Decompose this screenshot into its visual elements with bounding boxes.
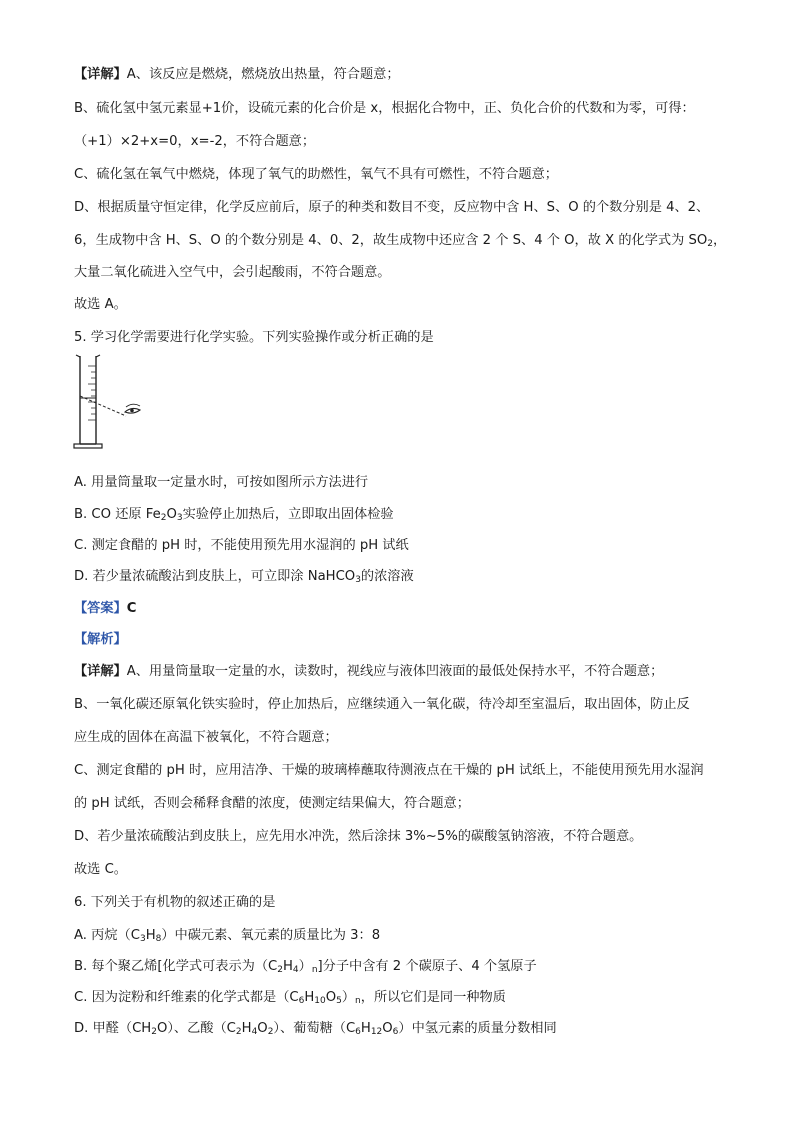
q6-option-c: C. 因为淀粉和纤维素的化学式都是$(C_6H_{10}O_5)_n$，所以它们是同一种物质 bbox=[74, 990, 506, 1006]
q5-detail-line-4: C、测定食醋的 pH 时，应用洁净、干燥的玻璃棒蘸取待测液点在干燥的 pH 试纸上，不能使用预先用水湿润 bbox=[74, 763, 704, 778]
q5-analysis-tag: 【解析】 bbox=[74, 632, 127, 647]
q5-answer bbox=[74, 600, 136, 618]
q4-detail-line-5: D、根据质量守恒定律，化学反应前后，原子的种类和数目不变，反应物中含 H、S、O 的个数分别是 4、2、 bbox=[74, 200, 710, 215]
q5-detail-line-5: 的 pH 试纸，否则会稀释食醋的浓度，使测定结果偏大，符合题意； bbox=[74, 796, 470, 811]
q5-stem: 5. 学习化学需要进行化学实验。下列实验操作或分析正确的是 bbox=[74, 330, 434, 345]
q5-detail-line-1: 【详解】A、用量筒量取一定量的水，读数时，视线应与液体凹液面的最低处保持水平，不符合题意； bbox=[74, 664, 664, 679]
answer-value: C bbox=[126, 601, 137, 616]
q6-option-d: D. 甲醛$(CH_2O)$、乙酸$(C_2H_4O_2)$、葡萄糖$(C_6H_{12}O_6)$中氢元素的质量分数相同 bbox=[74, 1021, 557, 1037]
q6-option-b: B. 每个聚乙烯[化学式可表示为$(C_2H_4)_n$]分子中含有 2 个碳原子、4 个氢原子 bbox=[74, 959, 537, 975]
q5-option-b: B. CO 还原 $Fe_2O_3$实验停止加热后，立即取出固体检验 bbox=[74, 507, 394, 523]
q6-option-a: A. 丙烷$(C_3H_8)$中碳元素、氧元素的质量比为 3：8 bbox=[74, 928, 381, 944]
q4-choose: 故选 A。 bbox=[74, 297, 127, 312]
detail-tag: 【详解】 bbox=[74, 664, 127, 679]
q4-detail-line-6: 6，生成物中含 H、S、O 的个数分别是 4、0、2，故生成物中还应含 2 个 S、4 个 O，故 X 的化学式为 $SO_2$， bbox=[74, 233, 727, 249]
q5-choose: 故选 C。 bbox=[74, 862, 127, 877]
q5-detail-line-2: B、一氧化碳还原氧化铁实验时，停止加热后，应继续通入一氧化碳，待冷却至室温后，取出固体，防止反 bbox=[74, 697, 690, 712]
answer-tag: 【答案】 bbox=[74, 601, 127, 616]
q5-option-d: D. 若少量浓硫酸沾到皮肤上，可立即涂 NaHCO$_3$的浓溶液 bbox=[74, 569, 414, 585]
detail-tag: 【详解】 bbox=[74, 67, 127, 82]
q4-detail-line-3: （+1）×2+x=0，x=-2，不符合题意； bbox=[74, 134, 316, 149]
q5-option-c: C. 测定食醋的 pH 时，不能使用预先用水湿润的 pH 试纸 bbox=[74, 538, 409, 553]
graduated-cylinder-icon bbox=[70, 352, 170, 452]
q4-detail-line-7: 大量二氧化硫进入空气中，会引起酸雨，不符合题意。 bbox=[74, 265, 391, 280]
cylinder-figure bbox=[70, 352, 170, 452]
q6-stem: 6. 下列关于有机物的叙述正确的是 bbox=[74, 895, 276, 910]
q5-detail-line-6: D、若少量浓硫酸沾到皮肤上，应先用水冲洗，然后涂抹 3%~5%的碳酸氢钠溶液，不符合题意。 bbox=[74, 829, 643, 844]
q5-option-a: A. 用量筒量取一定量水时，可按如图所示方法进行 bbox=[74, 475, 369, 490]
q4-detail-line-1: 【详解】A、该反应是燃烧，燃烧放出热量，符合题意； bbox=[74, 67, 400, 82]
q4-detail-line-4: C、硫化氢在氧气中燃烧，体现了氧气的助燃性，氧气不具有可燃性，不符合题意； bbox=[74, 167, 558, 182]
q4-detail-line-2: B、硫化氢中氢元素显+1价，设硫元素的化合价是 x，根据化合物中，正、负化合价的代数和为零，可得： bbox=[74, 101, 695, 116]
q5-detail-line-3: 应生成的固体在高温下被氧化，不符合题意； bbox=[74, 730, 338, 745]
